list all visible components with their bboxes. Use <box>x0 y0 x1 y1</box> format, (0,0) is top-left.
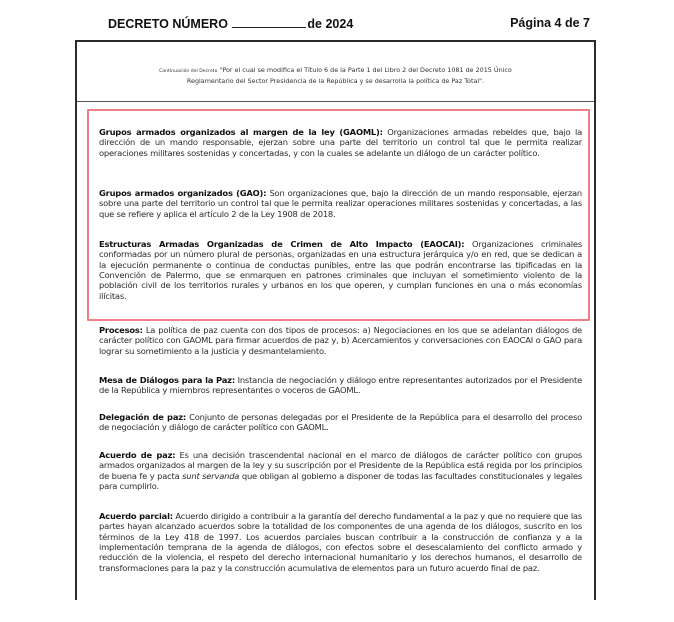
definition-text: Organizaciones armadas rebeldes que, bajo la dirección de un mando responsable, ejerzan sobre una parte del territorio un control tal que le permita realizar operaciones militares sostenidas y concertadas, y con la cuales se adelante un diálogo de un carácter político. <box>99 127 583 158</box>
continuation-title-line-2: Reglamentario del Sector Presidencia de la República y se desarrolla la política de Paz Total". <box>186 76 485 85</box>
definition-gao <box>99 188 582 219</box>
decree-number-blank <box>232 16 306 28</box>
definition-text: La política de paz cuenta con dos tipos de procesos: a) Negociaciones en los que se adelantan diálogos de carácter político con GAOML para firmar acuerdos de paz y, b) Acercamientos y conversaciones con EAOCAI o GAO para lograr su sometimiento a la justicia y desmantelamiento. <box>99 325 582 356</box>
definition-text: Son organizaciones que, bajo la dirección de un mando responsable, ejerzan sobre una parte del territorio un control tal que le permita realizar operaciones militares sostenidas y concertadas, a las que se refiere y aplica el artículo 2 de la Ley 1908 de 2018. <box>99 188 582 219</box>
definition-delegacion <box>99 412 582 433</box>
decree-year: de 2024 <box>307 17 354 31</box>
page-header <box>108 16 590 36</box>
definition-term: Acuerdo parcial: <box>99 511 173 521</box>
continuation-header <box>77 42 594 102</box>
decree-prefix: DECRETO NÚMERO <box>108 17 228 31</box>
definition-term: Grupos armados organizados al margen de la ley (GAOML): <box>99 127 383 137</box>
definition-text: Acuerdo dirigido a contribuir a la garantía del derecho fundamental a la paz y que no requiere que las partes hayan alcanzado acuerdos sobre la totalidad de los componentes de una agenda de los diálogos, suscrito en los términos de la Ley 418 de 1997. Los acuerdos parciales buscan contribuir a la construcción de confianza y a la implementación temprana de la agenda de diálogos, con efectos sobre el desescalamiento del conflicto armado y reducción de la violencia, el respeto del derecho internacional humanitario y los derechos humanos, el desarrollo de transformaciones para la paz y la construcción acumulativa de elementos para un futuro acuerdo final de paz. <box>99 511 582 573</box>
definition-term: Acuerdo de paz: <box>99 450 176 460</box>
definition-gaoml <box>99 127 582 158</box>
definition-text: Instancia de negociación y diálogo entre representantes autorizados por el Presidente de la República y miembros representantes o voceros de GAOML. <box>99 375 582 396</box>
page-number: Página 4 de 7 <box>510 16 590 30</box>
definition-text: Conjunto de personas delegadas por el Presidente de la República para el desarrollo del proceso de negociación y diálogo de carácter político con GAOML. <box>99 412 582 433</box>
definition-text-italic: sunt servanda <box>182 470 240 481</box>
definition-mesa-dialogos <box>99 375 582 396</box>
definition-term: Delegación de paz: <box>99 412 187 422</box>
definition-procesos <box>99 325 582 356</box>
definition-term: Procesos: <box>99 325 143 335</box>
definition-acuerdo-parcial <box>99 511 582 573</box>
continuation-title-line-1: "Por el cual se modifica el Título 6 de la Parte 1 del Libro 2 del Decreto 1081 de 2015 Único <box>219 66 512 74</box>
continuation-line-1 <box>77 66 594 77</box>
definition-text: Organizaciones criminales conformadas por un número plural de personas, organizadas en una estructura jerárquica y/o en red, que se dedican a la ejecución permanente o continua de conductas punibles, entre las que podrán encontrarse las tipificadas en la Convención de Palermo, que se enmarquen en patrones criminales que incluyan el sometimiento violento de la población civil de los territorios rurales y urbanos en los que operen, y cumplan funciones en una o más economías ilícitas. <box>99 239 582 301</box>
definition-term: Mesa de Diálogos para la Paz: <box>99 375 235 385</box>
definition-eaocai <box>99 239 582 301</box>
definition-term: Grupos armados organizados (GAO): <box>99 188 267 198</box>
definition-text: Es una decisión trascendental nacional en el marco de diálogos de carácter político con grupos armados organizados al margen de la ley y su suscripción por el Presidente de la República está regida por los principios de buena fe y pacta <box>99 450 583 481</box>
continuation-label: Continuación del Decreto <box>159 69 218 74</box>
definition-term: Estructuras Armadas Organizadas de Crimen de Alto Impacto (EAOCAI): <box>99 239 465 249</box>
definition-acuerdo-paz <box>99 450 582 491</box>
definition-text: que obligan al gobierno a disponer de todas las facultades constitucionales y legales para cumplirlo. <box>99 470 582 492</box>
decree-number-line <box>108 16 353 31</box>
